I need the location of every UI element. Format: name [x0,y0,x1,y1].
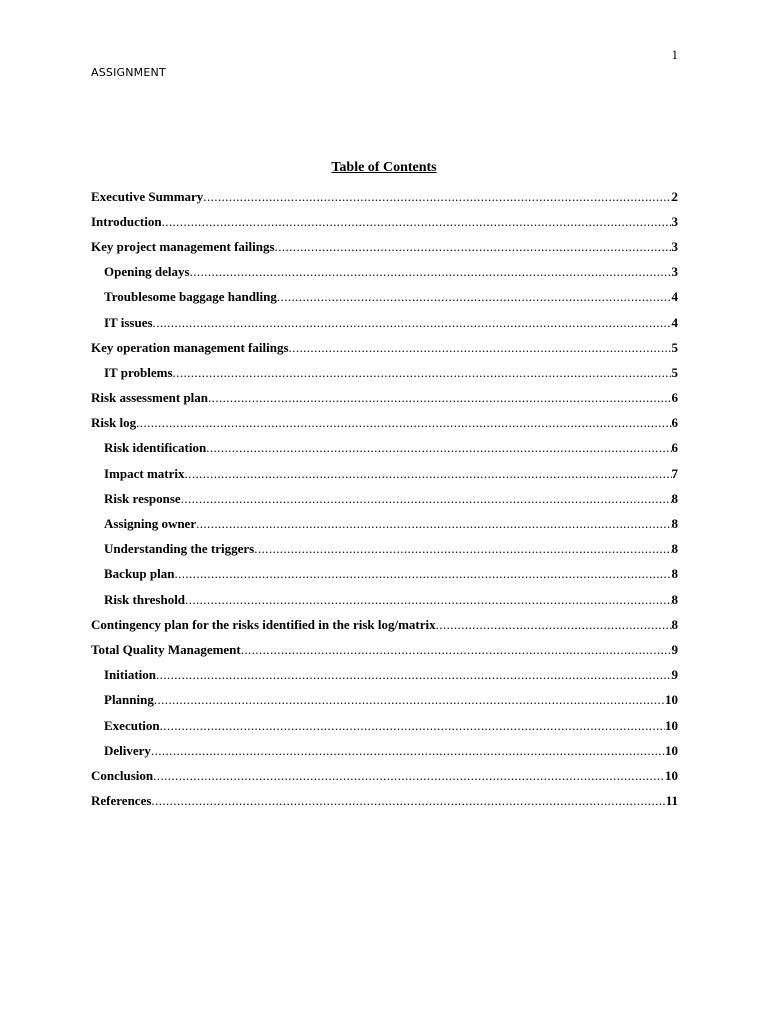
toc-dot-leader [162,214,672,230]
toc-entry[interactable] [91,511,678,536]
toc-entry-label[interactable]: Risk log [91,415,137,431]
toc-entry-page[interactable]: 5 [671,364,678,380]
toc-dot-leader [203,189,671,205]
toc-dot-leader [136,415,671,431]
toc-dot-leader [185,466,672,482]
toc-entry-page[interactable]: 8 [671,516,678,532]
toc-entry-page[interactable]: 3 [671,213,678,229]
toc-entry-label[interactable]: Key operation management failings [91,339,289,355]
toc-entry-page[interactable]: 8 [671,566,678,582]
toc-entry-label[interactable]: Initiation [104,667,157,683]
toc-entry[interactable] [91,335,678,360]
toc-entry-page[interactable]: 8 [671,541,678,557]
toc-dot-leader [174,566,671,582]
toc-entry[interactable] [91,386,678,411]
toc-entry[interactable] [91,486,678,511]
toc-entry-page[interactable]: 4 [671,289,678,305]
toc-dot-leader [289,340,672,356]
toc-title: Table of Contents [331,160,437,175]
toc-entry[interactable] [91,562,678,587]
toc-entry-label[interactable]: Risk identification [104,440,207,456]
toc-entry[interactable] [91,612,678,637]
toc-entry-label[interactable]: IT issues [104,314,153,330]
toc-entry[interactable] [91,260,678,285]
toc-entry-label[interactable]: Risk threshold [104,591,186,607]
toc-entry-page[interactable]: 10 [665,742,678,758]
toc-entry-page[interactable]: 2 [671,188,678,204]
toc-entry-page[interactable]: 8 [671,591,678,607]
toc-entry-page[interactable]: 3 [671,238,678,254]
toc-entry[interactable] [91,713,678,738]
toc-entry[interactable] [91,461,678,486]
toc-dot-leader [206,440,671,456]
toc-entry-page[interactable]: 9 [671,667,678,683]
toc-entry-page[interactable]: 8 [671,616,678,632]
toc-entry[interactable] [91,789,678,814]
toc-entry-page[interactable]: 10 [665,692,678,708]
toc-entry[interactable] [91,763,678,788]
toc-dot-leader [185,592,671,608]
table-of-contents [91,184,678,814]
toc-entry[interactable] [91,537,678,562]
toc-entry-label[interactable]: Impact matrix [104,465,185,481]
toc-entry-label[interactable]: References [91,793,152,809]
toc-entry-label[interactable]: Introduction [91,213,162,229]
toc-entry-label[interactable]: Troublesome baggage handling [104,289,277,305]
toc-dot-leader [151,743,665,759]
toc-dot-leader [173,365,672,381]
toc-entry-label[interactable]: Backup plan [104,566,175,582]
toc-entry-label[interactable]: Conclusion [91,767,154,783]
toc-dot-leader [153,315,672,331]
toc-entry-label[interactable]: Delivery [104,742,151,758]
toc-entry-page[interactable]: 3 [671,264,678,280]
toc-dot-leader [160,718,665,734]
toc-entry[interactable] [91,738,678,763]
toc-entry-label[interactable]: Understanding the triggers [104,541,255,557]
toc-entry-page[interactable]: 4 [671,314,678,330]
toc-entry-page[interactable]: 5 [671,339,678,355]
toc-entry[interactable] [91,663,678,688]
toc-entry[interactable] [91,637,678,662]
toc-entry[interactable] [91,209,678,234]
toc-entry-page[interactable]: 11 [665,793,678,809]
toc-entry[interactable] [91,310,678,335]
toc-entry-label[interactable]: IT problems [104,364,173,380]
toc-entry-page[interactable]: 10 [665,717,678,733]
toc-entry-label[interactable]: Risk response [104,490,181,506]
toc-dot-leader [196,516,671,532]
toc-entry-label[interactable]: Opening delays [104,264,190,280]
toc-entry-page[interactable]: 6 [671,440,678,456]
toc-entry-page[interactable]: 7 [671,465,678,481]
toc-entry[interactable] [91,234,678,259]
toc-entry-page[interactable]: 10 [665,767,678,783]
toc-dot-leader [153,768,665,784]
toc-entry-page[interactable]: 6 [671,415,678,431]
toc-entry[interactable] [91,436,678,461]
toc-dot-leader [277,289,672,305]
toc-entry[interactable] [91,285,678,310]
running-head: ASSIGNMENT [91,66,166,79]
toc-dot-leader [151,793,665,809]
toc-entry-label[interactable]: Total Quality Management [91,641,241,657]
toc-dot-leader [156,667,671,683]
toc-dot-leader [190,264,672,280]
toc-entry-label[interactable]: Key project management failings [91,238,275,254]
toc-entry[interactable] [91,688,678,713]
toc-dot-leader [254,541,671,557]
toc-entry-label[interactable]: Planning [104,692,154,708]
toc-entry[interactable] [91,184,678,209]
toc-dot-leader [436,617,672,633]
toc-dot-leader [208,390,671,406]
toc-dot-leader [181,491,672,507]
toc-entry-label[interactable]: Contingency plan for the risks identified in the risk log/matrix [91,616,436,632]
toc-dot-leader [275,239,672,255]
toc-dot-leader [241,642,672,658]
toc-entry-page[interactable]: 8 [671,490,678,506]
toc-entry-label[interactable]: Risk assessment plan [91,390,209,406]
toc-entry[interactable] [91,360,678,385]
toc-entry-label[interactable]: Assigning owner [104,516,197,532]
toc-entry[interactable] [91,587,678,612]
toc-entry-page[interactable]: 6 [671,390,678,406]
page-number: 1 [671,47,678,62]
toc-dot-leader [154,692,665,708]
toc-entry[interactable] [91,411,678,436]
toc-entry-label[interactable]: Execution [104,717,160,733]
toc-entry-page[interactable]: 9 [671,641,678,657]
toc-entry-label[interactable]: Executive Summary [91,188,204,204]
